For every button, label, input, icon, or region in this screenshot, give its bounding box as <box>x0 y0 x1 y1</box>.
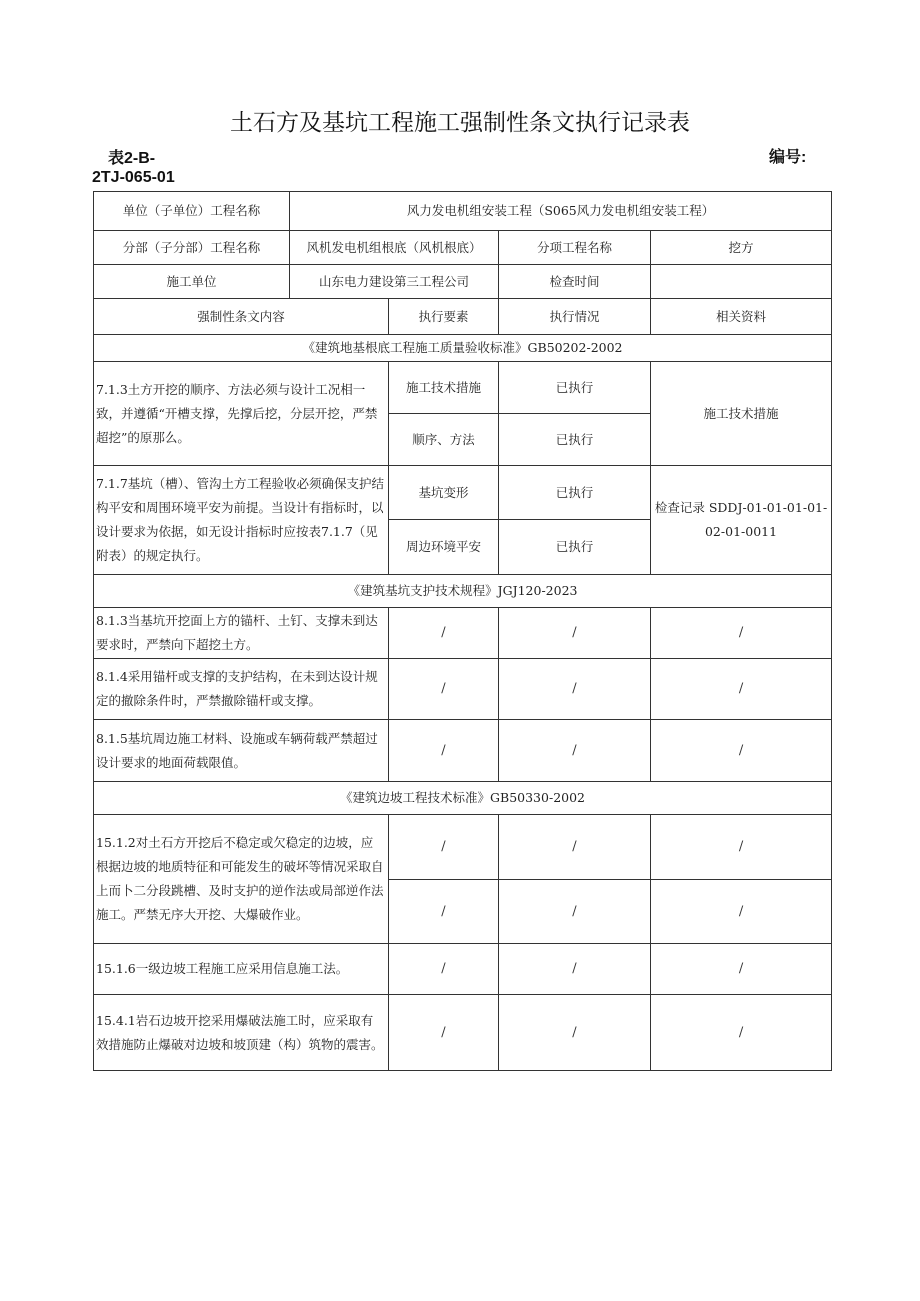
division-label: 分部（子分部）工程名称 <box>94 231 290 265</box>
related-docs: / <box>651 995 832 1071</box>
related-docs: / <box>651 608 832 659</box>
unit-row <box>94 192 832 231</box>
check-time-value <box>651 265 832 299</box>
exec-status: 已执行 <box>499 414 651 466</box>
related-docs: 施工技术措施 <box>651 362 832 466</box>
clause-text: 8.1.4采用锚杆或支撑的支护结构，在未到达设计规定的撤除条件时，严禁撤除锚杆或支撑。 <box>94 659 389 720</box>
exec-status: / <box>499 815 651 880</box>
division-row <box>94 231 832 265</box>
clause-row <box>94 995 832 1071</box>
serial-number-label: 编号: <box>769 149 807 166</box>
clause-text: 15.1.2对土石方开挖后不稳定或欠稳定的边坡，应根据边坡的地质特征和可能发生的破坏等情况采取自上而卜二分段跳槽、及时支护的逆作法或局部逆作法施工。严禁无序大开挖、大爆破作业。 <box>94 815 389 944</box>
exec-status: / <box>499 995 651 1071</box>
clause-row <box>94 608 832 659</box>
standard-title: 《建筑边坡工程技术标准》GB50330-2002 <box>94 782 832 815</box>
clause-row <box>94 466 832 520</box>
standard-title: 《建筑基坑支护技术规程》JGJ120-2023 <box>94 575 832 608</box>
contractor-row <box>94 265 832 299</box>
exec-element: 基坑变形 <box>389 466 499 520</box>
clause-text: 7.1.7基坑（槽）、管沟土方工程验收必须确保支护结构平安和周围环境平安为前提。当设计有指标时，以设计要求为依据，如无设计指标时应按表7.1.7（见附表）的规定执行。 <box>94 466 389 575</box>
unit-value: 风力发电机组安装工程（S065风力发电机组安装工程） <box>290 192 832 231</box>
clause-text: 15.4.1岩石边坡开挖采用爆破法施工时，应采取有效措施防止爆破对边坡和坡顶建（构）筑物的震害。 <box>94 995 389 1071</box>
column-header-row <box>94 299 832 335</box>
clause-row <box>94 944 832 995</box>
exec-element: 周边环境平安 <box>389 520 499 575</box>
division-value: 风机发电机组根底（风机根底） <box>290 231 499 265</box>
exec-element: / <box>389 880 499 944</box>
related-docs: / <box>651 720 832 782</box>
exec-element: 施工技术措施 <box>389 362 499 414</box>
exec-status: / <box>499 880 651 944</box>
exec-status: 已执行 <box>499 466 651 520</box>
item-label: 分项工程名称 <box>499 231 651 265</box>
exec-element: / <box>389 720 499 782</box>
check-time-label: 检查时间 <box>499 265 651 299</box>
clause-row <box>94 815 832 880</box>
clause-text: 15.1.6一级边坡工程施工应采用信息施工法。 <box>94 944 389 995</box>
page-title: 土石方及基坑工程施工强制性条文执行记录表 <box>230 110 690 136</box>
record-table <box>93 191 832 1071</box>
unit-label: 单位（子单位）工程名称 <box>94 192 290 231</box>
exec-status: 已执行 <box>499 362 651 414</box>
col-header-clause: 强制性条文内容 <box>94 299 389 335</box>
clause-row <box>94 659 832 720</box>
exec-element: / <box>389 659 499 720</box>
exec-status: / <box>499 608 651 659</box>
contractor-label: 施工单位 <box>94 265 290 299</box>
table-number-line1: 表2-B- <box>108 150 156 167</box>
exec-element: / <box>389 995 499 1071</box>
col-header-status: 执行情况 <box>499 299 651 335</box>
standard-row <box>94 575 832 608</box>
table-number-line2: 2TJ-065-01 <box>92 169 175 186</box>
related-docs: / <box>651 659 832 720</box>
standard-row <box>94 335 832 362</box>
related-docs: / <box>651 944 832 995</box>
exec-element: 顺序、方法 <box>389 414 499 466</box>
exec-status: 已执行 <box>499 520 651 575</box>
related-docs: / <box>651 815 832 880</box>
standard-title: 《建筑地基根底工程施工质量验收标准》GB50202-2002 <box>94 335 832 362</box>
exec-status: / <box>499 659 651 720</box>
clause-text: 8.1.5基坑周边施工材料、设施或车辆荷载严禁超过设计要求的地面荷载限值。 <box>94 720 389 782</box>
clause-text: 8.1.3当基坑开挖面上方的锚杆、土钉、支撑未到达要求时，严禁向下超挖土方。 <box>94 608 389 659</box>
col-header-docs: 相关资料 <box>651 299 832 335</box>
exec-element: / <box>389 608 499 659</box>
clause-row <box>94 362 832 414</box>
exec-element: / <box>389 944 499 995</box>
item-value: 挖方 <box>651 231 832 265</box>
standard-row <box>94 782 832 815</box>
related-docs: / <box>651 880 832 944</box>
exec-status: / <box>499 944 651 995</box>
exec-status: / <box>499 720 651 782</box>
exec-element: / <box>389 815 499 880</box>
clause-text: 7.1.3土方开挖的顺序、方法必须与设计工况相一致，并遵循“开槽支撑，先撑后挖，分层开挖，严禁超挖”的原那么。 <box>94 362 389 466</box>
contractor-value: 山东电力建设第三工程公司 <box>290 265 499 299</box>
clause-row <box>94 720 832 782</box>
col-header-element: 执行要素 <box>389 299 499 335</box>
related-docs: 检查记录 SDDJ-01-01-01-01-02-01-0011 <box>651 466 832 575</box>
